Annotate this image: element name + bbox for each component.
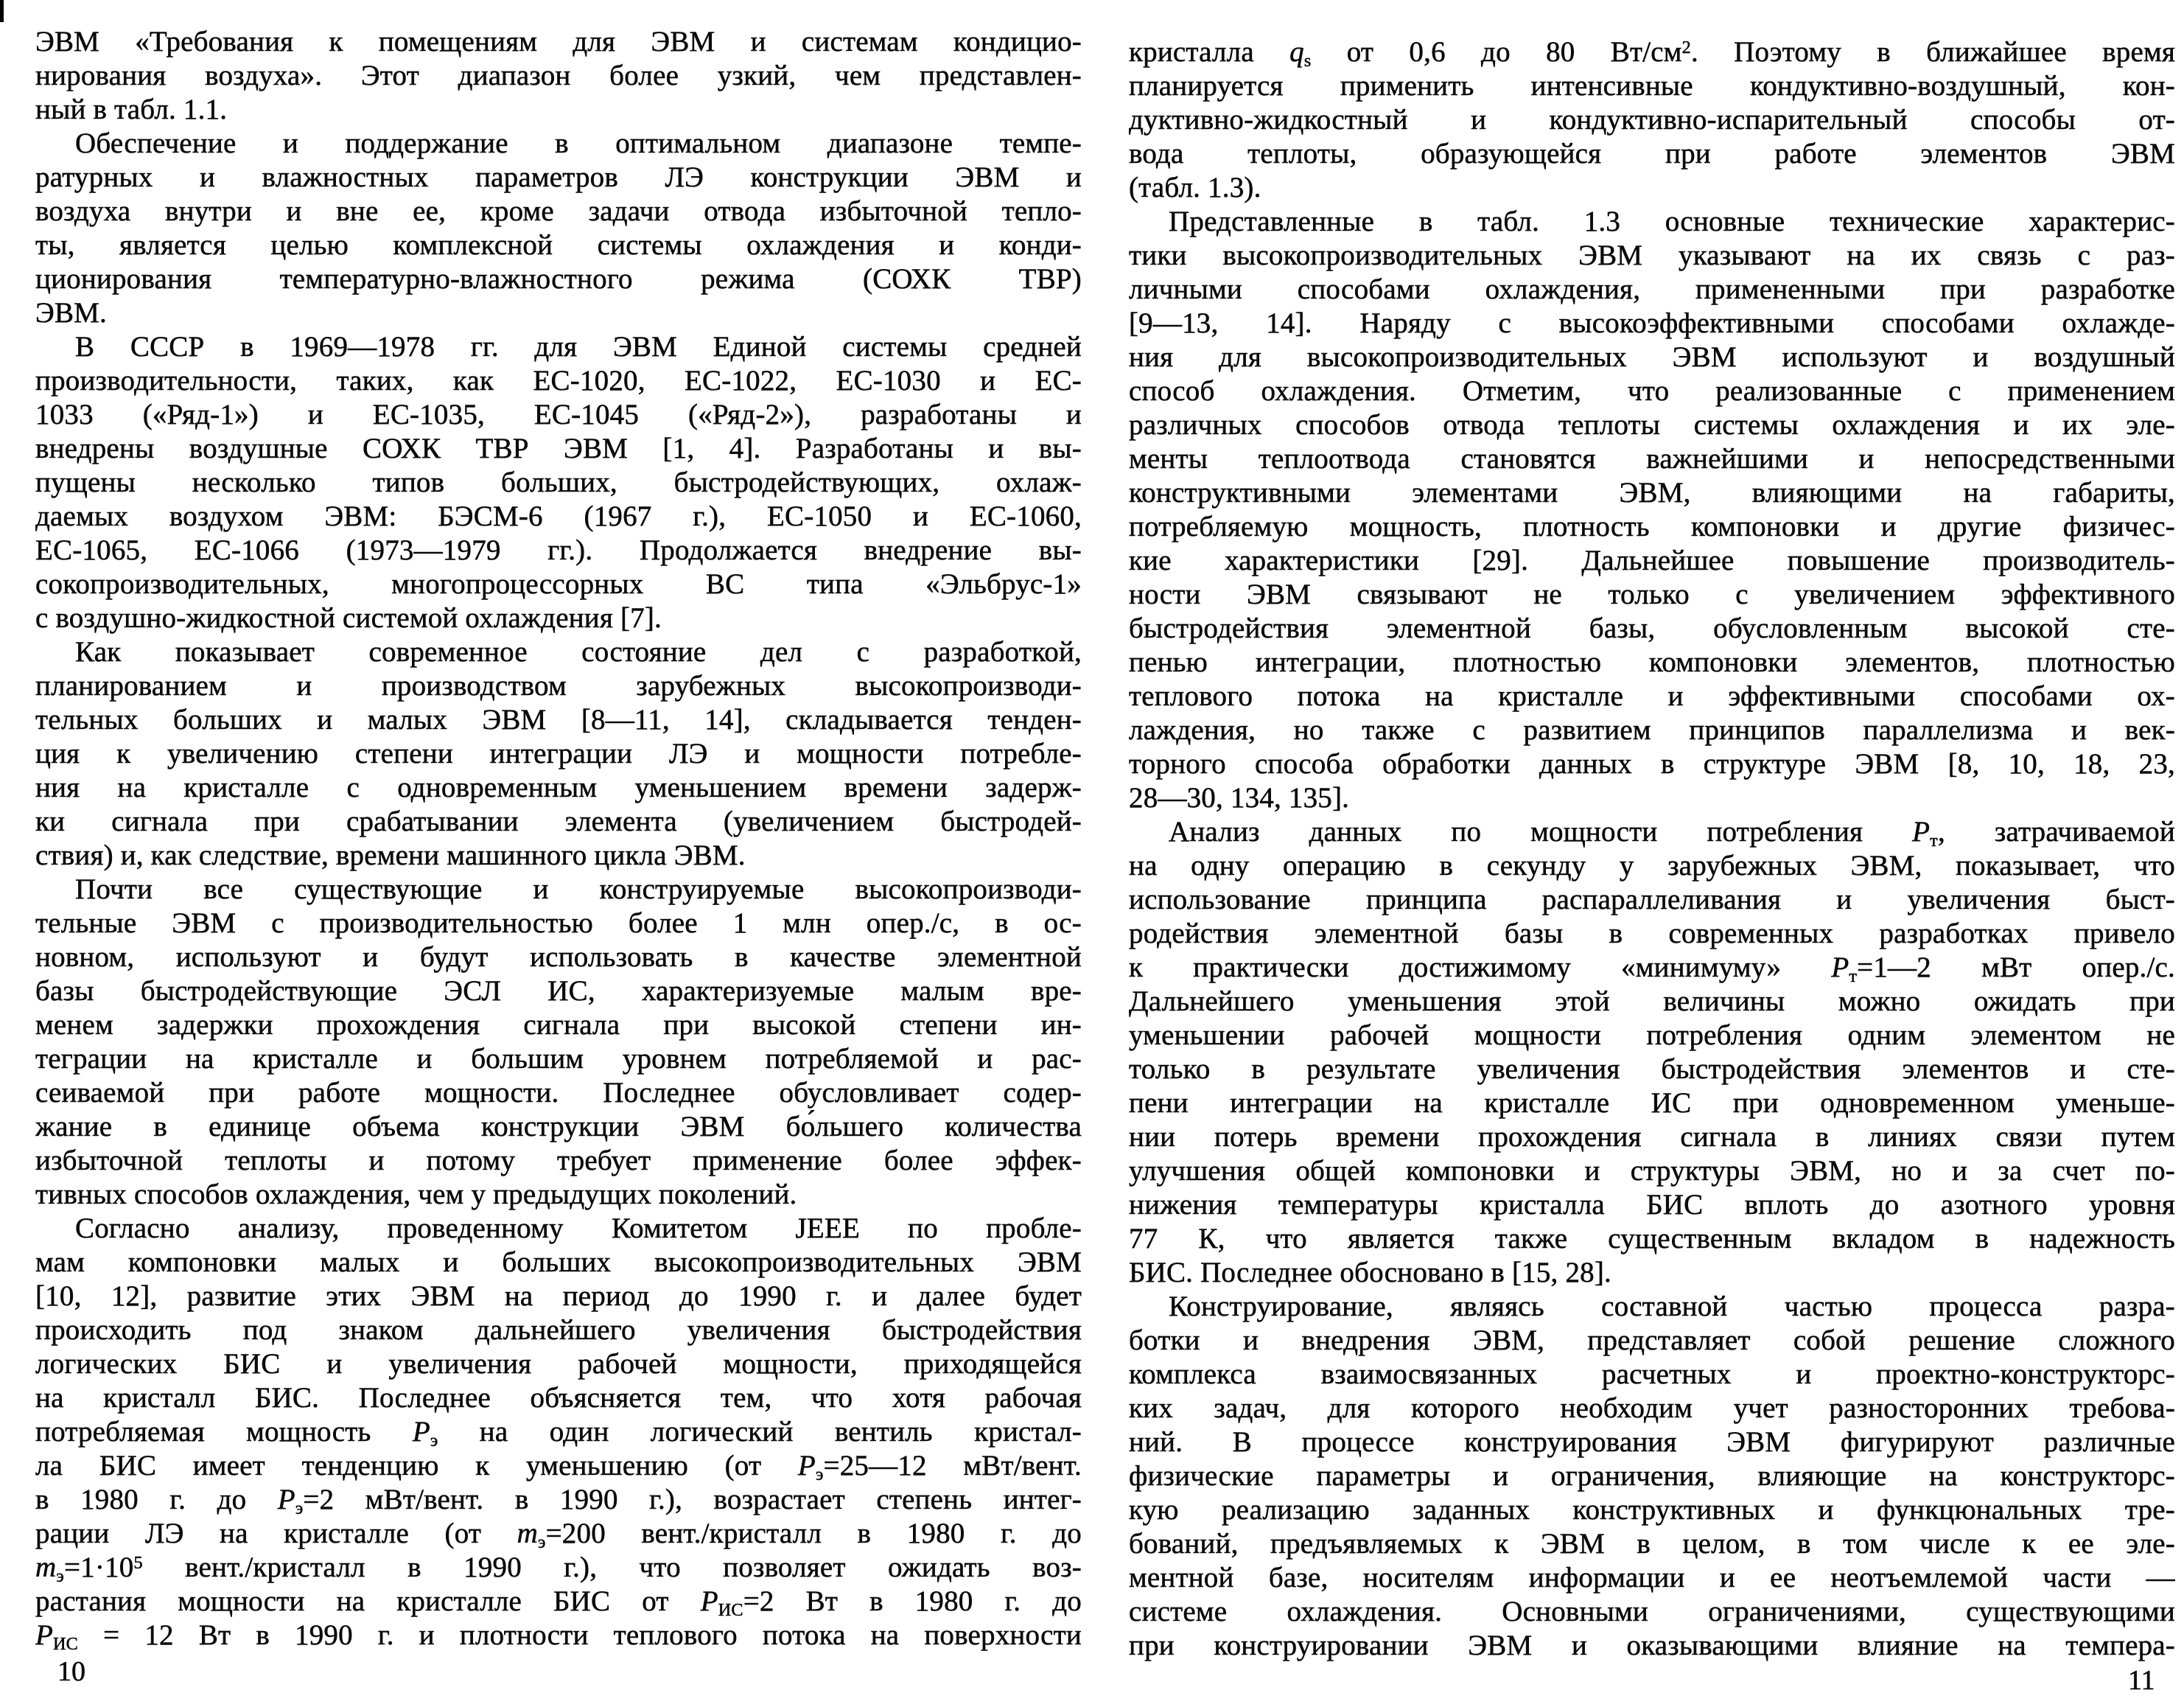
text-line: уменьшении рабочей мощности потребления одним элементом не [1129, 1019, 2175, 1051]
text-line: сокопроизводительных, многопроцессорных ВС типа «Эльбрус-1» [35, 568, 1082, 600]
text-line: улучшения общей компоновки и структуры ЭВМ, но и за счет по- [1129, 1155, 2175, 1187]
text-line: личными способами охлаждения, примененными при разработке [1129, 273, 2175, 305]
text-line: менем задержки прохождения сигнала при высокой степени ин- [35, 1009, 1082, 1041]
text-line: ний. В процессе конструирования ЭВМ фигурируют различные [1129, 1426, 2175, 1458]
text-line: конструктивными элементами ЭВМ, влияющими на габариты, [1129, 477, 2175, 509]
text-line: тики высокопроизводительных ЭВМ указывают на их связь с раз- [1129, 240, 2175, 271]
paragraph [1129, 815, 2175, 1290]
text-line: Обеспечение и поддержание в оптимальном диапазоне темпе- [75, 128, 1082, 159]
text-line: лаждения, но также с развитием принципов параллелизма и век- [1129, 714, 2175, 746]
text-line: $m_э=1\cdot 10^5$ вент./кристалл в 1990 г.), что позволяет ожидать воз- [35, 1551, 1082, 1585]
page-left-column [35, 25, 1082, 1652]
text-line: Почти все существующие и конструируемые высокопроизводи- [75, 873, 1082, 905]
text-line: 1033 («Ряд-1») и ЕС-1035, ЕС-1045 («Ряд-2»), разработаны и [35, 399, 1082, 430]
text-line: [9—13, 14]. Наряду с высокоэффективными способами охлажде- [1129, 307, 2175, 339]
text-line: быстродействия элементной базы, обусловленным высокой сте- [1129, 612, 2175, 644]
text-line: тивных способов охлаждения, чем у предыдущих поколений. [35, 1179, 797, 1210]
text-line: ЭВМ «Требования к помещениям для ЭВМ и системам кондицио- [35, 26, 1082, 57]
text-line: родействия элементной базы в современных разработках привело [1129, 918, 2175, 949]
text-line: к практически достижимому «минимуму» $Р_т=1—2$ мВт опер./с. [1129, 952, 2175, 985]
paragraph [1129, 35, 2175, 205]
text-line: Представленные в табл. 1.3 основные технические характерис- [1169, 206, 2175, 237]
text-line: Конструирование, являясь составной частью процесса разра- [1169, 1291, 2175, 1322]
text-line: мам компоновки малых и больших высокопроизводительных ЭВМ [35, 1246, 1082, 1278]
text-line: только в результате увеличения быстродействия элементов и сте- [1129, 1053, 2175, 1085]
text-line: торного способа обработки данных в структуре ЭВМ [8, 10, 18, 23, [1129, 748, 2175, 780]
text-line: с воздушно-жидкостной системой охлаждения [7]. [35, 602, 662, 634]
paragraph [35, 1212, 1082, 1652]
text-line: растания мощности на кристалле БИС от $Р_{ИС}=2$ Вт в 1980 г. до [35, 1585, 1082, 1619]
text-line: [10, 12], развитие этих ЭВМ на период до 1990 г. и далее будет [35, 1280, 1082, 1312]
scan-edge-artifact [0, 0, 4, 22]
text-line: нижения температуры кристалла БИС вплоть до азотного уровня [1129, 1189, 2175, 1221]
text-line: 77 К, что является также существенным вкладом в надежность [1129, 1223, 2175, 1254]
paragraph [35, 25, 1082, 127]
text-line: новном, используют и будут использовать в качестве элементной [35, 941, 1082, 973]
text-line: 28—30, 134, 135]. [1129, 782, 1350, 814]
text-line: Анализ данных по мощности потребления $Р_т$, затрачиваемой [1169, 816, 2175, 849]
text-line: ментной базе, носителям информации и ее неотъемлемой части — [1129, 1562, 2175, 1593]
page-number-left: 10 [57, 1656, 85, 1687]
text-line: $Р_{ИС} = 12$ Вт в 1990 г. и плотности теплового потока на поверхности [35, 1619, 1082, 1652]
text-line: внедрены воздушные СОХК ТВР ЭВМ [1, 4]. Разработаны и вы- [35, 433, 1082, 464]
text-line: ствия) и, как следствие, времени машинного цикла ЭВМ. [35, 839, 746, 871]
text-line: происходить под знаком дальнейшего увеличения быстродействия [35, 1314, 1082, 1346]
text-line: теграции на кристалле и большим уровнем потребляемой и рас- [35, 1043, 1082, 1075]
paragraph [35, 635, 1082, 873]
text-line: кие характеристики [29]. Дальнейшее повышение производитель- [1129, 545, 2175, 576]
text-line: нии потерь времени прохождения сигнала в линиях связи путем [1129, 1121, 2175, 1153]
text-line: избыточной теплоты и потому требует применение более эффек- [35, 1145, 1082, 1176]
text-line: ния для высокопроизводительных ЭВМ используют и воздушный [1129, 341, 2175, 373]
text-line: тельные ЭВМ с производительностью более 1 млн опер./с, в ос- [35, 907, 1082, 939]
paragraph [35, 873, 1082, 1212]
text-line: различных способов отвода теплоты системы охлаждения и их эле- [1129, 409, 2175, 441]
text-line: производительности, таких, как ЕС-1020, ЕС-1022, ЕС-1030 и ЕС- [35, 365, 1082, 397]
text-line: потребляемая мощность $Р_э$ на один логический вентиль кристал- [35, 1416, 1082, 1449]
text-line: ЭВМ. [35, 297, 107, 329]
text-line: кристалла $q_s$ от 0,6 до 80 $Вт/см^2$. Поэтому в ближайшее время [1129, 36, 2175, 69]
text-line: менты теплоотвода становятся важнейшими и непосредственными [1129, 443, 2175, 475]
text-line: при конструировании ЭВМ и оказывающими влияние на темпера- [1129, 1630, 2175, 1661]
paragraph [35, 127, 1082, 330]
text-line: использование принципа распараллеливания и увеличения быст- [1129, 884, 2175, 915]
text-line: ционирования температурно-влажностного режима (СОХК ТВР) [35, 263, 1082, 295]
text-line: Дальнейшего уменьшения этой величины можно ожидать при [1129, 985, 2175, 1017]
text-line: способ охлаждения. Отметим, что реализованные с применением [1129, 375, 2175, 407]
text-line: пенью интеграции, плотностью компоновки элементов, плотностью [1129, 646, 2175, 678]
text-line: логических БИС и увеличения рабочей мощности, приходящейся [35, 1348, 1082, 1380]
text-line: на одну операцию в секунду у зарубежных ЭВМ, показывает, что [1129, 850, 2175, 882]
text-line: физические параметры и ограничения, влияющие на конструкторс- [1129, 1460, 2175, 1492]
text-line: пени интеграции на кристалле ИС при одновременном уменьше- [1129, 1087, 2175, 1119]
text-line: БИС. Последнее обосновано в [15, 28]. [1129, 1257, 1611, 1288]
page-right-column [1129, 35, 2175, 1663]
paragraph [35, 330, 1082, 635]
text-line: в 1980 г. до $Р_э=2$ мВт/вент. в 1990 г.), возрастает степень интег- [35, 1484, 1082, 1517]
text-line: комплекса взаимосвязанных расчетных и проектно-конструкторс- [1129, 1358, 2175, 1390]
text-line: нирования воздуха». Этот диапазон более узкий, чем представлен- [35, 60, 1082, 91]
text-line: потребляемую мощность, плотность компоновки и другие физичес- [1129, 511, 2175, 542]
text-line: дуктивно-жидкостный и кондуктивно-испарительный способы от- [1129, 104, 2175, 136]
text-line: тельных больших и малых ЭВМ [8—11, 14], складывается тенден- [35, 704, 1082, 736]
text-line: сеиваемой при работе мощности. Последнее обусловливает содер- [35, 1077, 1082, 1109]
text-line: жание в единице объема конструкции ЭВМ бо́льшего количества [35, 1111, 1082, 1142]
text-line: ЕС-1065, ЕС-1066 (1973—1979 гг.). Продолжается внедрение вы- [35, 534, 1082, 566]
text-line: Согласно анализу, проведенному Комитетом JEEE по пробле- [75, 1212, 1082, 1244]
text-line: теплового потока на кристалле и эффективными способами ох- [1129, 680, 2175, 712]
paragraph [1129, 205, 2175, 815]
text-line: Как показывает современное состояние дел с разработкой, [75, 636, 1082, 668]
text-line: ки сигнала при срабатывании элемента (увеличением быстродей- [35, 806, 1082, 837]
text-line: планируется применить интенсивные кондуктивно-воздушный, кон- [1129, 70, 2175, 102]
text-line: пущены несколько типов больших, быстродействующих, охлаж- [35, 467, 1082, 498]
text-line: воздуха внутри и вне ее, кроме задачи отвода избыточной тепло- [35, 195, 1082, 227]
text-line: (табл. 1.3). [1129, 172, 1261, 203]
paragraph [1129, 1290, 2175, 1663]
text-line: В СССР в 1969—1978 гг. для ЭВМ Единой системы средней [75, 331, 1082, 363]
text-line: ция к увеличению степени интеграции ЛЭ и мощности потребле- [35, 738, 1082, 769]
text-line: рации ЛЭ на кристалле (от $m_э=200$ вент./кристалл в 1980 г. до [35, 1518, 1082, 1551]
text-line: ный в табл. 1.1. [35, 94, 228, 125]
text-line: ла БИС имеет тенденцию к уменьшению (от $Р_э=25—12$ мВт/вент. [35, 1450, 1082, 1483]
text-line: ких задач, для которого необходим учет разносторонних требова- [1129, 1392, 2175, 1424]
text-line: кую реализацию заданных конструктивных и функцюнальных тре- [1129, 1494, 2175, 1526]
text-line: даемых воздухом ЭВМ: БЭСМ-6 (1967 г.), ЕС-1050 и ЕС-1060, [35, 500, 1082, 532]
text-line: базы быстродействующие ЭСЛ ИС, характеризуемые малым вре- [35, 975, 1082, 1007]
text-line: ботки и внедрения ЭВМ, представляет собой решение сложного [1129, 1324, 2175, 1356]
text-line: ты, является целью комплексной системы охлаждения и конди- [35, 229, 1082, 261]
text-line: системе охлаждения. Основными ограничениями, существующими [1129, 1596, 2175, 1627]
text-line: ния на кристалле с одновременным уменьшением времени задерж- [35, 772, 1082, 803]
text-line: бований, предъявляемых к ЭВМ в целом, в том числе к ее эле- [1129, 1528, 2175, 1560]
text-line: ратурных и влажностных параметров ЛЭ конструкции ЭВМ и [35, 161, 1082, 193]
text-line: планированием и производством зарубежных высокопроизводи- [35, 670, 1082, 702]
text-line: на кристалл БИС. Последнее объясняется тем, что хотя рабочая [35, 1382, 1082, 1414]
text-line: вода теплоты, образующейся при работе элементов ЭВМ [1129, 138, 2175, 170]
text-line: ности ЭВМ связывают не только с увеличением эффективного [1129, 579, 2175, 610]
page-number-right: 11 [2128, 1665, 2155, 1696]
